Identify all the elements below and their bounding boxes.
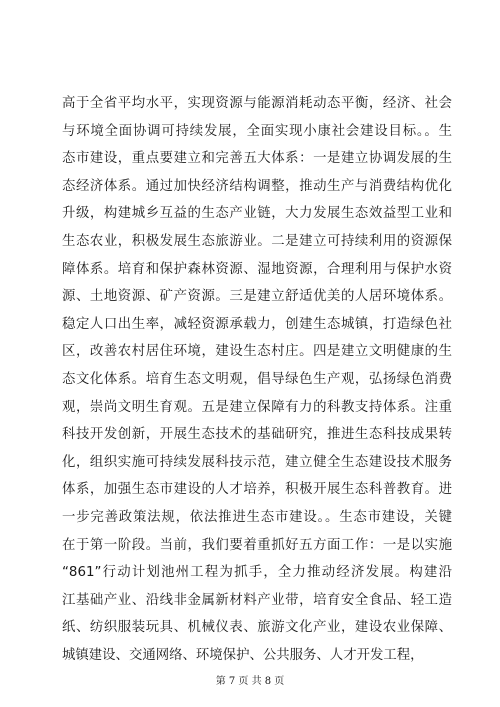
text-line: 城镇建设、交通网络、环境保护、公共服务、人才开发工程， (62, 647, 424, 663)
text-line: 源、土地资源、矿产资源。三是建立舒适优美的人居环境体系。 (62, 289, 452, 305)
text-line: 高于全省平均水平，实现资源与能源消耗动态平衡，经济、社会 (62, 96, 452, 111)
text-line: 区，改善农村居住环境，建设生态村庄。四是建立文明健康的生 (62, 344, 452, 360)
body-text (62, 90, 452, 669)
text-line: 体系，加强生态市建设的人才培养，积极开展生态科普教育。进 (62, 482, 452, 498)
text-line: 观，崇尚文明生育观。五是建立保障有力的科教支持体系。注重 (62, 399, 452, 415)
text-line: 升级，构建城乡互益的生态产业链，大力发展生态效益型工业和 (62, 206, 452, 222)
text-line: “861”行动计划池州工程为抓手，全力推动经济发展。构建沿 (62, 565, 452, 581)
page-number-footer: 第 7 页 共 8 页 (215, 676, 285, 687)
text-line: 化，组织实施可持续发展科技示范，建立健全生态建设技术服务 (62, 454, 452, 470)
text-line: 稳定人口出生率，减轻资源承载力，创建生态城镇，打造绿色社 (62, 316, 452, 332)
text-line: 在于第一阶段。当前，我们要着重抓好五方面工作：一是以实施 (62, 537, 452, 553)
text-line: 态经济体系。通过加快经济结构调整，推动生产与消费结构优化 (62, 178, 452, 194)
text-line: 障体系。培育和保护森林资源、湿地资源，合理利用与保护水资 (62, 261, 452, 277)
text-line: 一步完善政策法规，依法推进生态市建设。。生态市建设，关键 (62, 509, 452, 525)
text-line: 纸、纺织服装玩具、机械仪表、旅游文化产业，建设农业保障、 (62, 620, 452, 636)
text-line: 江基础产业、沿线非金属新材料产业带，培育安全食品、轻工造 (62, 592, 452, 608)
text-line: 科技开发创新，开展生态技术的基础研究，推进生态科技成果转 (62, 427, 452, 443)
text-line: 生态农业，积极发展生态旅游业。二是建立可持续利用的资源保 (62, 233, 452, 249)
text-line: 态市建设，重点要建立和完善五大体系：一是建立协调发展的生 (62, 151, 452, 167)
text-line: 态文化体系。培育生态文明观，倡导绿色生产观，弘扬绿色消费 (62, 371, 452, 387)
text-line: 与环境全面协调可持续发展，全面实现小康社会建设目标。。生 (62, 123, 452, 139)
